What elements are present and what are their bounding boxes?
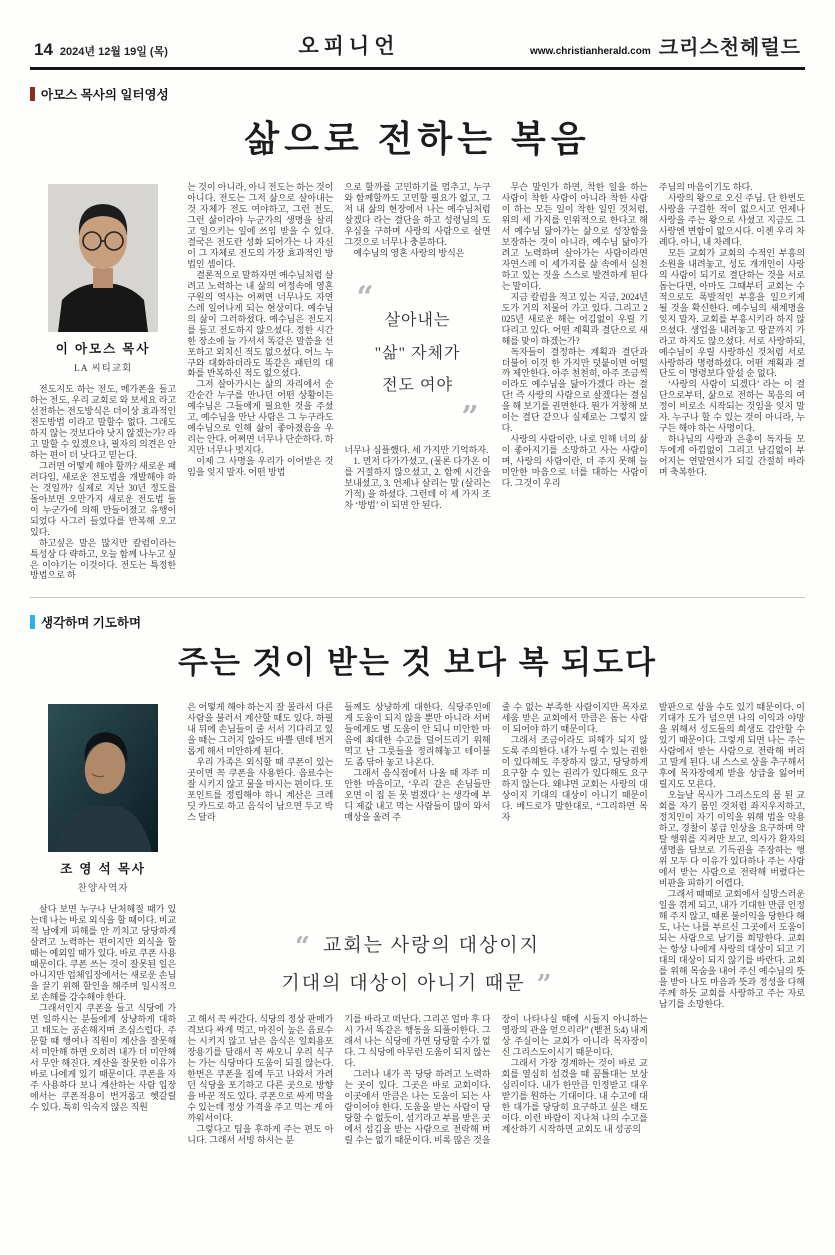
author1-photo (48, 184, 158, 332)
article2-author-block (30, 704, 176, 894)
page-header-right (530, 31, 801, 60)
article2-text-col4-top: 줄 수 없는 부족한 사람이지만 목자로 세움 받은 교회에서 만큼은 돕는 사람이 되어야 하기 때문이다. 그래서 조금이라도 피해가 되지 않도록 주의한다. 내가 누릴 수 있는 권한이 있다해도 주장하지 않고, 당당하게 요구할 수 있는 권리가 있다해도 요구하지 않는다. 왜냐면 교회는 사랑의 대상이지 기대의 대상이 아니기 때문이다. 베드로가 말한대로, “그리하면 목자 (501, 702, 648, 823)
kicker-bar-icon (30, 87, 35, 101)
kicker-bar-icon (30, 615, 35, 629)
page-header (30, 30, 805, 60)
article1-column-2 (187, 182, 333, 581)
author1-name: 이 아모스 목사 (55, 342, 151, 356)
article1-column-1 (30, 182, 176, 581)
article1-kicker (30, 85, 805, 103)
author2-photo (48, 704, 158, 852)
article1-title: 삶으로 전하는 복음 (244, 119, 591, 159)
article2-kicker-label: 생각하며 기도하며 (41, 616, 142, 631)
article1-text-col2: 는 것이 아니라, 아니 전도는 하는 것이 아니다. 전도는 그저 삶으로 살아내는 것 자체가 전도 여야하고, 그런 전도, 그런 삶이라야 누군가의 생명을 살리고 일으키는 일에 쓰임 받을 수 있다. 결국은 전도란 성화 되어가는 나 자신이 그 자체로 전도의 가장 효과적인 방법인 셈이다. 결론적으로 말하자면 예수님처럼 살려고 노력하는 내 삶의 여정속에 영혼 구원의 역사는 어쩌면 너무나도 자연스레 일어나게 되는 현상이다. 예수님의 삶이 그러하셨다. 예수님은 전도지를 들고 전도하지 않으셨다. 정한 시간 한 장소에 늘 가셔서 똑같은 말씀을 선포하고 외치신 적도 없으셨다. 어느 누구와 대화하더라도 똑같은 패턴의 대화를 반복하신 적도 없으셨다. 그저 살아가시는 삶의 자리에서 순간순간 누구를 만나던 어떤 상황이든 예수님은 그들에게 필요한 것을 주셨고, 예수님을 만난 사람은 그 누구라도 예수님으로 인해 삶이 좋아졌음을 우리는 안다. 어쩌면 너무나 단순하다. 하지만 너무나 멋지다. 이제 그 사명을 우리가 이어받은 것임을 잊지 말자. 어떤 방법 (187, 182, 334, 478)
masthead-logo: 크리스천헤럴드 (658, 37, 801, 59)
article-2 (30, 613, 805, 1146)
article2-column-2-top (187, 702, 333, 914)
pull-quote-line (187, 930, 648, 963)
author2-affiliation: 찬양사역자 (77, 884, 129, 895)
author2-caption (30, 859, 176, 894)
website-url: www.christianherald.com (529, 46, 651, 57)
header-rule (30, 67, 805, 70)
article1-column-3 (344, 182, 490, 581)
author1-affiliation: LA 씨티교회 (73, 364, 133, 374)
article2-pull-quote (187, 914, 648, 1014)
article1-text-col3-bottom: 너무나 심플했다. 세 가지만 기억하자. 1. 먼저 다가가셨고, (물론 다가온 이를 거절하지 않으셨고, 2. 함께 시간을 보내셨고, 3. 언제나 살리는 말 (살리는 기적) 을 하셨다. 그런데 이 세 가지 조차 ‘방법’ 이 되면 안 된다. (344, 445, 491, 511)
article2-column-4-bottom (502, 1014, 648, 1146)
article2-text-col2-top: 은 어떻게 해야 하는지 잘 몰라서 다른 사람을 불러서 계산할 때도 있다. 하필 내 뒤에 손님들이 줄 서서 기다리고 있을 때는 그러지 않아도 바쁠 텐데 번거롭게 해서 미안하게 된다. 우리 가족은 외식할 때 쿠폰이 있는 곳이면 꼭 쿠폰을 사용한다. 음료수는 잘 시키지 않고 물을 마시는 편이다. 또 포인트를 정립해야 하니 계산은 크레딧 카드로 하고 음식이 남으면 두고 박스 달라 (187, 702, 334, 823)
article1-author-block (30, 184, 176, 374)
article1-text-col4: 무슨 말인가 하면, 착한 일을 하는 사람이 착한 사람이 아니라 착한 사람이 하는 모든 일이 착한 일인 것처럼, 위의 세 가지를 인위적으로 한다고 해서 예수님 닮아가는 삶으로 성장함을 보장하는 것이 아니라, 예수님 닮아가려고 노력하며 살아가는 사람이라면 자연스레 이 세가지를 삶 속에서 실천하고 있는 것을 스스로 발견하게 된다는 말이다. 지금 칼럼을 적고 있는 지금, 2024년도가 거의 저물어 가고 있다. 그리고 2025년 새로운 해는 어김없이 우릴 기다리고 있다. 어떤 계획과 결단으로 새해를 맞이 하겠는가? 독자들이 결정하는 계획과 결단과 더불어 이것 한 가지만 덧붙이면 어떨까 제안한다. 아주 천천히, 아주 조금씩이라도 예수님을 닮아가겠다 라는 결단! 즉 사랑의 사람으로 살겠다는 결심을 해 보기를 권면한다. 뭔가 거창해 보이는 결단 같으나 실제로는 그렇지 않다. 사랑의 사람이란, 나로 인해 너의 삶이 좋아지기를 소망하고 사는 사람이며, 사랑의 사람이란, 더 주지 못해 늘 미안한 마음으로 너를 대하는 사람이다. 그것이 우리 (501, 182, 648, 489)
pull-quote-text: 교회는 사랑의 대상이지 (322, 935, 541, 957)
article2-columns (30, 702, 805, 1146)
article2-column-1 (30, 702, 176, 1146)
article2-column-3-bottom (344, 1014, 490, 1146)
article2-kicker (30, 613, 805, 631)
article2-text-col4-bottom: 장이 나타나실 때에 시들지 아니하는 영광의 관을 얻으리라” (벧전 5:4) 내게 상 주실이는 교회가 아니라 목자장이신 그리스도이시기 때문이다. 그래서 가장 경계하는 것이 바로 교회를 열심히 섬겼을 때 꿈틀대는 보상심리이다. 내가 한만큼 인정받고 대우받기를 원하는 기대이다. 내 수고에 대한 대가를 당당히 요구하고 싶은 태도이다. 이런 바람이 지나쳐 나의 수고를 계산하기 시작하면 교회도 내 성공의 (501, 1014, 648, 1135)
article1-text-col3-top: 으로 할까를 고민하기를 멈추고, 누구와 함께할까도 고민할 필요가 없고, 그저 내 삶의 현장에서 나는 예수님처럼 살겠다 라는 결단을 하고 성령님의 도우심을 구하며 사랑의 사람으로 살면 그것으로 너무나 충분하다. 예수님의 영혼 사랑의 방식은 (344, 182, 491, 258)
quote-open-icon: “ (294, 932, 323, 963)
article1-column-4 (502, 182, 648, 581)
author1-caption (30, 339, 176, 374)
article1-text-col1: 전도지도 하는 전도, 메가폰을 들고 하는 전도, 우리 교회로 와 보세요 라고 선전하는 전도방식은 더이상 효과적인 전도방법 이라고 말할수 없다. 그래도 하지 않는 것보다야 낫지 않겠는가? 라고 말할 수 있겠으나, 필자의 의견은 안하는 편이 더 낫다고 믿는다. 그러면 어떻게 해야 할까? 새로운 패러다임, 새로운 전도법을 개발해야 하는 것일까? 실제로 지난 30년 정도를 돌아보면 오만가지 새로운 전도법 들이 누군가에 의해 만들어졌고 유행이 되었다 사그러 들었다를 반복해 오고 있다. 하고싶은 말은 많지만 칼럼이라는 특성상 다 략하고, 오늘 함께 나누고 싶은 이야기는 이것이다. 전도는 특정한 방법으로 하 (30, 384, 177, 581)
pull-quote-line: 전도 여야 (382, 377, 453, 395)
page-number: 14 (34, 40, 53, 59)
article2-text-col2-bottom: 고 해서 꼭 싸간다. 식당의 정상 판매가격보다 싸게 먹고, 마진이 높은 음료수는 시키지 않고 남은 음식은 일회용포장용기를 달래서 꼭 싸오니 우리 식구는 가는 식당마다 도움이 되질 않는다. 한번은 쿠폰을 집에 두고 나와서 가려던 식당을 포기하고 다른 곳으로 방향을 바꾼 적도 있다. 쿠폰으로 싸게 먹을 수 있는데 정상 가격을 주고 먹는 게 아까워서이다. 그렇다고 팁을 후하게 주는 편도 아니다. 그래서 서빙 하시는 분 (187, 1014, 334, 1146)
article1-pull-quote (348, 279, 486, 436)
author2-name: 조 영 석 목사 (60, 862, 146, 877)
article1-column-5 (659, 182, 805, 581)
quote-close-icon: ” (461, 400, 479, 436)
article2-text-col3-bottom: 기를 바라고 떠난다. 그리곤 얼마 후 다시 가서 똑같은 행동을 되풀이한다. 그래서 나는 식당에 가면 당당할 수가 없다. 그 식당에 아무런 도움이 되지 않는다. 그러나 내가 꼭 당당 하려고 노력하는 곳이 있다. 그곳은 바로 교회이다. 이곳에서 만큼은 나는 도움이 되는 사람이어야 한다. 도움을 받는 사람이 당당할 수 없듯이, 섬기라고 부름 받은 곳에서 섬김을 받는 사람으로 전락해 버릴 수는 없기 때문이다. 비록 많은 것을 (344, 1014, 491, 1146)
article-1 (30, 85, 805, 581)
pull-quote-line: 살아내는 (384, 311, 451, 329)
article2-column-2-bottom (187, 1014, 333, 1146)
article2-column-4-top (502, 702, 648, 914)
pull-quote-text: 기대의 대상이 아니기 때문 (281, 973, 526, 995)
article-divider (30, 597, 805, 598)
quote-close-icon: ” (525, 970, 554, 1001)
page-header-left (34, 40, 168, 60)
article2-text-col1: 살다 보면 누구나 난처해질 때가 있는데 나는 바로 외식을 할 때이다. 비교적 남에게 피해를 안 끼치고 당당하게 살려고 노력하는 편이지만 외식을 할 때는 예외일 때가 있다. 바로 쿠폰 사용 때문이다. 쿠폰 쓰는 것이 잘못된 일은 아니지만 업체입장에서는 새로운 손님을 끌기 위해 할인을 해주며 일시적으로 손해를 감수해야 한다. 그래서인지 쿠폰을 들고 식당에 가면 일하시는 분들에게 상냥하게 대하고 태도는 공손해지며 조심스럽다. 주문할 때 행여나 직원이 계산을 잘못해서 미안해 하면 오히려 내가 더 미안해서 무안 해진다. 계산을 잘못한 이유가 바로 나에게 있기 때문이다. 쿠폰을 자주 사용하다 보니 계산하는 사람 입장에서는 쿠폰적용이 번거롭고 헷갈릴 수 있다. 특히 익숙지 않은 직원 (30, 904, 177, 1112)
article2-text-col5: 발판으로 삼을 수도 있기 때문이다. 이 기대가 도가 넘으면 나의 이익과 야망을 위해서 성도들의 희생도 감안할 수 있기 때문이다. 그렇게 되면 나는 주는 사람에서 받는 사람으로 전락해 버리고 말게 된다. 내 스스로 상을 추구해서 후에 목자장에게 받을 상급을 잃어버릴지도 모른다. 오늘날 목사가 그리스도의 몸 된 교회를 자기 몸인 것처럼 좌지우지하고, 정치인이 자기 이익을 위해 법을 악용하고, 경찰이 봉급 인상을 요구하며 약탈 행위를 지켜만 보고, 의사가 환자의 생명을 담보로 기득권을 주장하는 행위 모두 다 이유가 있다하나 주는 사람에서 받는 사람으로 전락해 버렸다는 비판을 피하기 어렵다. 그래서 때때로 교회에서 실망스러운 일을 겪게 되고, 내가 기대한 만큼 인정해 주지 않고, 때론 불이익을 당한다 해도, 나는 나를 부르신 그곳에서 도움이 되는 사람으로 남기를 희망한다. 교회는 항상 나에게 사랑의 대상이 되고 기대의 대상이 되지 않기를 바란다. 교회를 위해 목숨을 내어 주신 예수님의 뜻을 받아 나도 마음과 뜻과 정성을 다해 주께 하듯 교회를 사랑하고 주는 자로 남기를 소망한다. (658, 702, 805, 1009)
article1-columns (30, 182, 805, 581)
article2-title: 주는 것이 받는 것 보다 복 되도다 (178, 645, 657, 681)
pull-quote-line (187, 968, 648, 1001)
section-title: 오피니언 (298, 35, 400, 58)
article2-column-5 (659, 702, 805, 1146)
article2-text-col3-top: 들께도 상냥하게 대한다. 식당주인에게 도움이 되지 않을 뿐만 아니라 서버들에게도 별 도움이 안 되니 미안한 마음에 최대한 수고를 덜어드리기 위해 먹고 난 그릇들을 정리해놓고 테이블도 좀 닦아 놓고 나온다. 그래서 음식점에서 나올 때 자주 미안한 마음이고, ‘우리 같은 손님들만 오면 이 집 돈 못 벌겠다’ 는 생각에 부디 제값 내고 먹는 사람들이 많이 와서 매상을 올려 주 (344, 702, 491, 823)
article1-kicker-label: 아모스 목사의 일터영성 (41, 88, 169, 102)
pull-quote-line: "삶" 자체가 (374, 344, 461, 362)
article2-column-3-top (344, 702, 490, 914)
page-date: 2024년 12월 19일 (목) (59, 46, 168, 58)
quote-open-icon: “ (356, 279, 374, 315)
article1-text-col5: 주님의 마음이기도 하다. 사랑의 왕으로 오신 주님. 단 한번도 사랑을 구걸한 적이 없으시고 언제나 사랑을 주는 왕으로 사셨고 지금도 그 사랑엔 변함이 없으시다. 이젠 우리 차례다. 아니, 내 차례다. 모든 교회가 교회의 수적인 부흥의 소원을 내려놓고, 성도 개개인이 사랑의 사람이 되기로 결단하는 것을 서로 돕는다면, 아마도 그때부터 교회는 수적으로도 폭발적인 부흥을 일으키게 될 것을 확신한다. 예수님의 새계명을 잊지 말자. 교회를 부흥시키라 하지 않으셨다. 생업을 내려놓고 땅끝까지 가라고 하지도 않으셨다. 서로 사랑하되, 예수님이 우릴 사랑하신 것처럼 서로 사랑하라 명령하셨다. 어떤 계획과 결단도 이 명령보다 앞설 순 없다. ‘사랑의 사람이 되겠다’ 라는 이 결단으로부터, 삶으로 전하는 복음의 여정이 비로소 시작되는 것임을 잊지 말자. 누구나 할 수 있는 것이 아니라, 누구든 해야 하는 사명이다. 하나님의 사랑과 은총이 독자들 모두에게 아낌없이 그리고 남김없이 부어지는 연말연시가 되길 간절히 바라며 축복한다. (658, 182, 806, 478)
